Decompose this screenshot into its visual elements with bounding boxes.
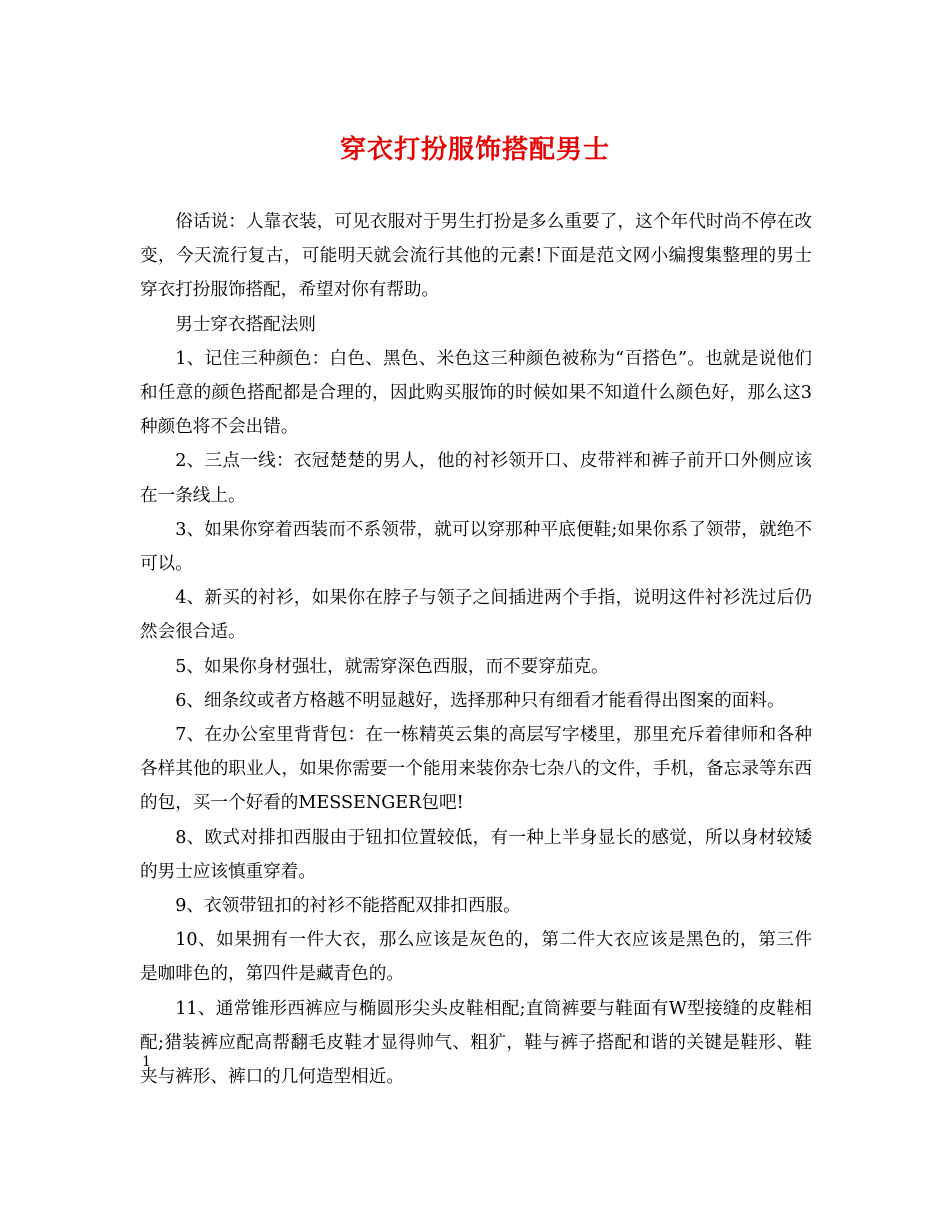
paragraph-intro: 俗话说：人靠衣装，可见衣服对于男生打扮是多么重要了，这个年代时尚不停在改变，今天流行复古，可能明天就会流行其他的元素!下面是范文网小编搜集整理的男士穿衣打扮服饰搭配，希望对你有帮助。 [140, 212, 812, 301]
rule-item-9: 9、衣领带钮扣的衬衫不能搭配双排扣西服。 [175, 896, 521, 917]
section-heading: 男士穿衣搭配法则 [175, 314, 316, 335]
rule-item-6: 6、细条纹或者方格越不明显越好，选择那种只有细看才能看得出图案的面料。 [175, 690, 785, 711]
rule-item-2: 2、三点一线：衣冠楚楚的男人，他的衬衫领开口、皮带袢和裤子前开口外侧应该在一条线上。 [140, 451, 812, 506]
document-title: 穿衣打扮服饰搭配男士 [339, 135, 610, 165]
rule-item-8: 8、欧式对排扣西服由于钮扣位置较低，有一种上半身显长的感觉，所以身材较矮的男士应该慎重穿着。 [140, 827, 812, 882]
rule-item-4: 4、新买的衬衫，如果你在脖子与领子之间插进两个手指，说明这件衬衫洗过后仍然会很合适。 [140, 588, 812, 643]
page-number: 1 [142, 1054, 151, 1070]
rule-item-1: 1、记住三种颜色：白色、黑色、米色这三种颜色被称为“百搭色”。也就是说他们和任意的颜色搭配都是合理的，因此购买服饰的时候如果不知道什么颜色好，那么这3种颜色将不会出错。 [140, 348, 812, 438]
rule-item-5: 5、如果你身材强壮，就需穿深色西服，而不要穿茄克。 [175, 656, 609, 677]
rule-item-10: 10、如果拥有一件大衣，那么应该是灰色的，第二件大衣应该是黑色的，第三件是咖啡色的，第四件是藏青色的。 [140, 930, 812, 985]
rule-item-3: 3、如果你穿着西装而不系领带，就可以穿那种平底便鞋;如果你系了领带，就绝不可以。 [140, 519, 812, 575]
rule-item-11: 11、通常锥形西裤应与椭圆形尖头皮鞋相配;直筒裤要与鞋面有W型接缝的皮鞋相配;猎装裤应配高帮翻毛皮鞋才显得帅气、粗犷，鞋与裤子搭配和谐的关键是鞋形、鞋夹与裤形、裤口的几何造型相近。 [140, 998, 812, 1088]
document-body [140, 205, 812, 1094]
rule-item-7: 7、在办公室里背背包：在一栋精英云集的高层写字楼里，那里充斥着律师和各种各样其他的职业人，如果你需要一个能用来装你杂七杂八的文件，手机，备忘录等东西的包，买一个好看的MESSENGER包吧! [140, 725, 812, 814]
